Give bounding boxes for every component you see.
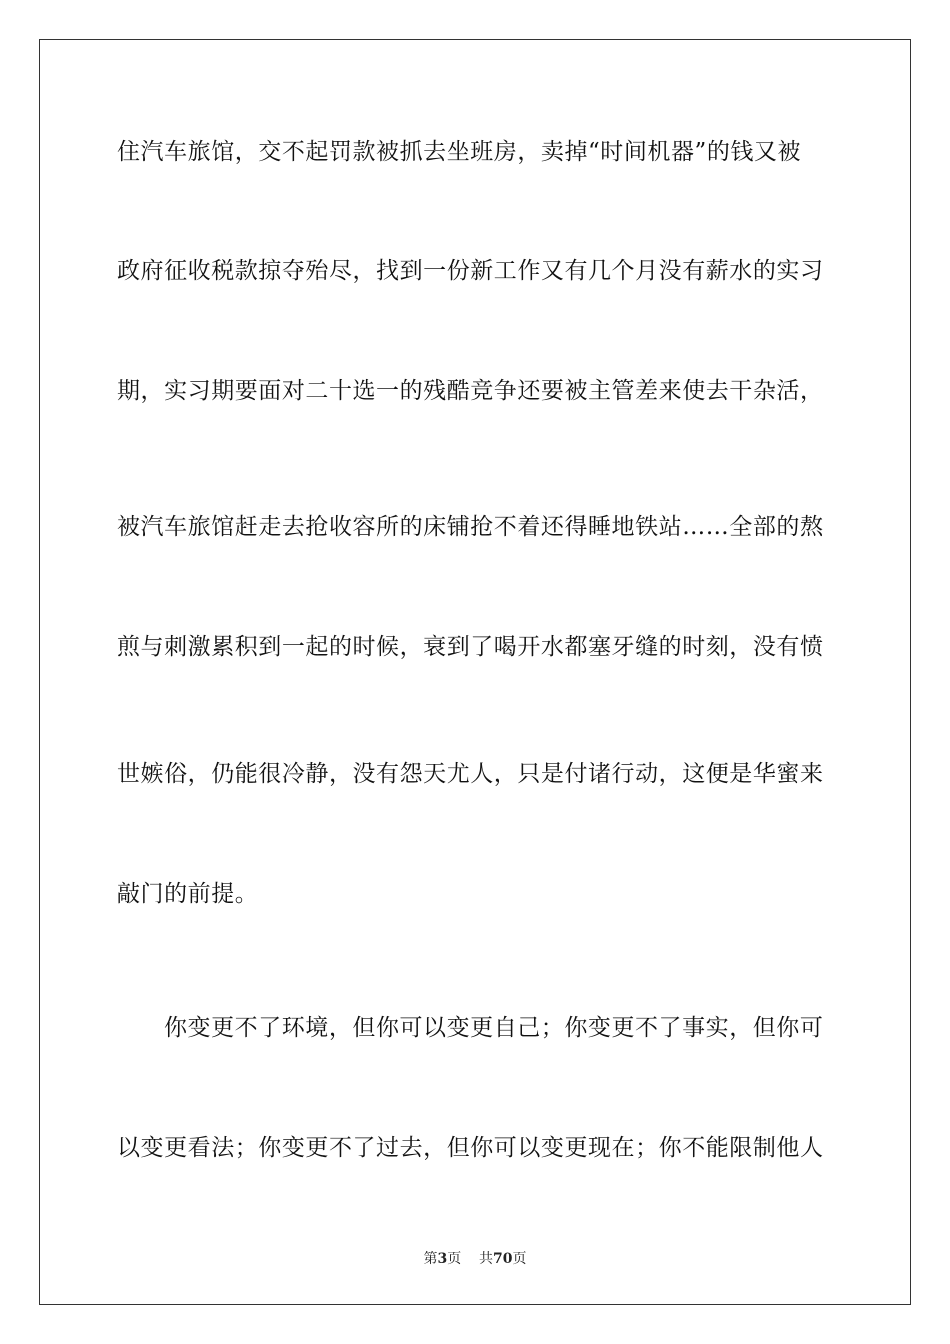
- total-prefix: 共: [479, 1251, 494, 1267]
- page-footer: [0, 1248, 950, 1268]
- current-page-number: 3: [437, 1251, 448, 1267]
- total-suffix: 页: [512, 1251, 527, 1267]
- page-prefix: 第: [423, 1251, 438, 1267]
- text-line-6: 世嫉俗，仍能很冷静，没有怨天尤人，只是付诸行动，这便是华蜜来: [117, 761, 824, 787]
- text-line-4: 被汽车旅馆赶走去抢收容所的床铺抢不着还得睡地铁站……全部的熬: [117, 514, 824, 540]
- text-line-5: 煎与刺激累积到一起的时候，衰到了喝开水都塞牙缝的时刻，没有愤: [117, 634, 824, 660]
- paragraph-2-line-1: 你变更不了环境，但你可以变更自己；你变更不了事实，但你可: [164, 1015, 824, 1041]
- paragraph-2-line-2: 以变更看法；你变更不了过去，但你可以变更现在；你不能限制他人: [117, 1135, 824, 1161]
- page-border: [39, 39, 911, 1305]
- text-line-1: 住汽车旅馆，交不起罚款被抓去坐班房，卖掉“时间机器”的钱又被: [117, 139, 802, 165]
- total-pages-number: 70: [493, 1251, 513, 1267]
- text-line-3: 期，实习期要面对二十选一的残酷竞争还要被主管差来使去干杂活，: [117, 378, 824, 404]
- text-line-7: 敲门的前提。: [117, 881, 259, 907]
- page-suffix: 页: [447, 1251, 462, 1267]
- text-line-2: 政府征收税款掠夺殆尽，找到一份新工作又有几个月没有薪水的实习: [117, 258, 824, 284]
